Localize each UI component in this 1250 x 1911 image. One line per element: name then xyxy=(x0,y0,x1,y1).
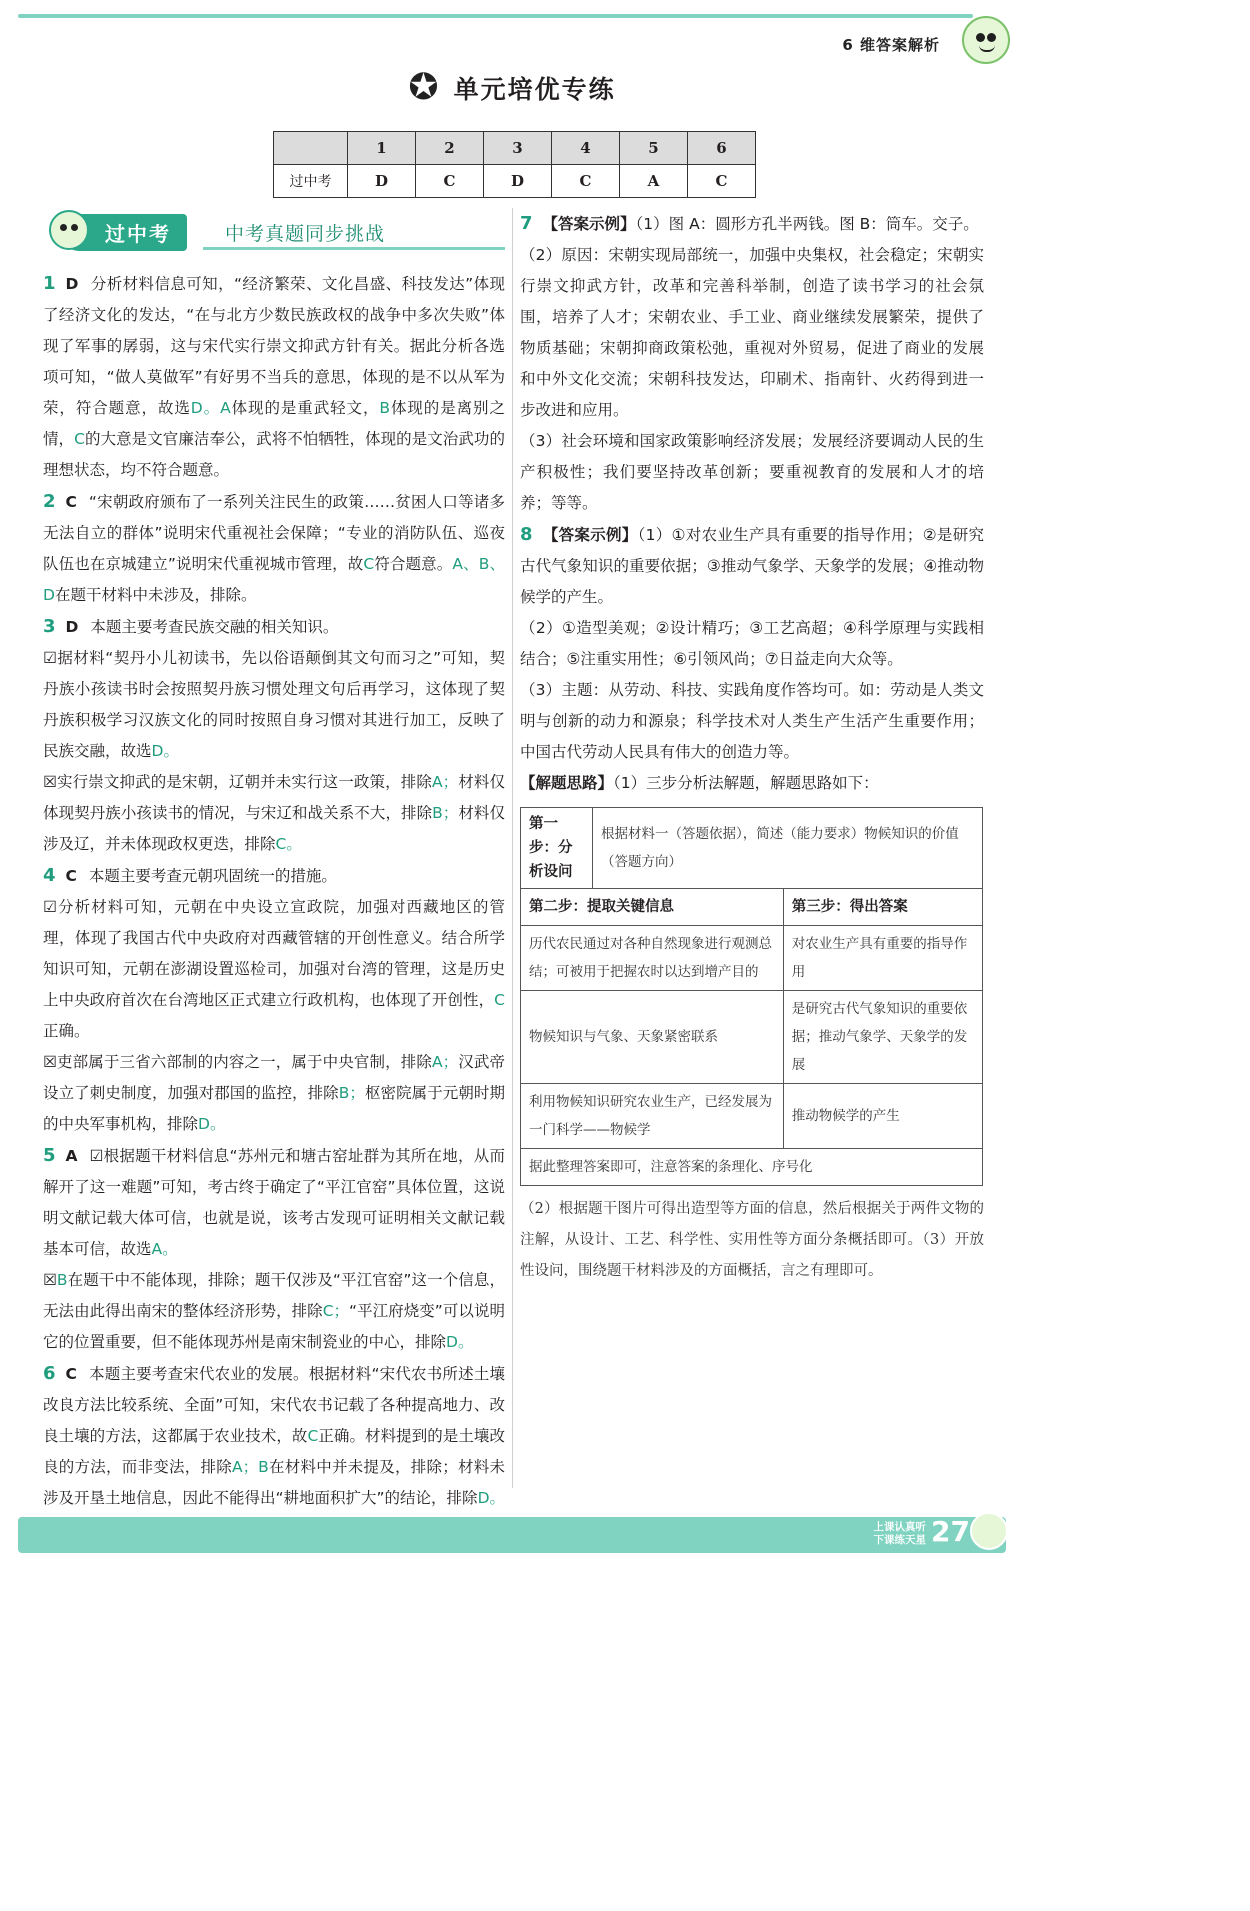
answer-table-corner xyxy=(274,132,348,165)
option-highlight: C xyxy=(494,991,505,1009)
section-subtitle: 中考真题同步挑战 xyxy=(225,223,386,245)
question-7-part-3: （3）社会环境和国家政策影响经济发展；发展经济要调动人民的生产积极性；我们要坚持改革创新；要重视教育的发展和人才的培养；等等。 xyxy=(520,432,984,512)
step1-label: 第一步：分析设问 xyxy=(521,808,593,889)
question-7-part-2: （2）原因：宋朝实现局部统一，加强中央集权，社会稳定；宋朝实行崇文抑武方针，改革和完善科举制，创造了读书学习的社会氛围，培养了人才；宋朝农业、手工业、商业继续发展繁荣，提供了物质基础；宋朝抑商政策松弛，重视对外贸易，促进了商业的发展和中外文化交流；宋朝科技发达，印刷术、指南针、火药得到进一步改进和应用。 xyxy=(520,246,984,419)
option-highlight: B； xyxy=(432,804,459,822)
explanation-text: 汉武帝设立了刺史制度，加强对郡国的监控，排除 xyxy=(43,1053,505,1102)
cross-icon: ☒ xyxy=(43,1271,57,1289)
mascot-icon xyxy=(970,1512,1008,1550)
section-tag: 过中考 xyxy=(61,214,187,251)
explanation-text: 体现的是离别之情， xyxy=(43,399,505,448)
answer-table-num: 1 xyxy=(348,132,416,165)
column-divider xyxy=(512,208,513,1488)
question-number: 6 xyxy=(43,1363,56,1384)
option-highlight: D。 xyxy=(446,1333,474,1351)
option-highlight: A。 xyxy=(151,1240,178,1258)
explanation-text: 本题主要考查宋代农业的发展。根据材料“宋代农书所述土壤改良方法比较系统、全面”可知，宋代农书记载了各种提高地力、改良土壤的方法，这都属于农业技术，故 xyxy=(43,1365,505,1445)
step3-answer: 推动物候学的产生 xyxy=(783,1084,982,1149)
check-icon: ☑ xyxy=(43,649,57,667)
answer-table xyxy=(273,131,756,198)
steps-row xyxy=(521,808,983,889)
top-rule xyxy=(18,14,973,18)
question-8-part-2: （2）①造型美观；②设计精巧；③工艺高超；④科学原理与实践相结合；⑤注重实用性；⑥引领风尚；⑦日益走向大众等。 xyxy=(520,619,984,668)
section-banner xyxy=(43,208,505,254)
question-8-part-3: （3）主题：从劳动、科技、实践角度作答均可。如：劳动是人类文明与创新的动力和源泉；科学技术对人类生产生活产生重要作用；中国古代劳动人民具有伟大的创造力等。 xyxy=(520,681,984,761)
question-number: 8 xyxy=(520,524,533,545)
thinking-text: （1）三步分析法解题，解题思路如下： xyxy=(613,774,879,792)
explanation-text: 实行崇文抑武的是宋朝，辽朝并未实行这一政策，排除 xyxy=(56,773,432,791)
question-number: 1 xyxy=(43,273,56,294)
check-icon: ☑ xyxy=(43,898,57,916)
page-number: 27 xyxy=(931,1515,970,1548)
cross-icon: ☒ xyxy=(43,1053,57,1071)
steps-row xyxy=(521,1084,983,1149)
answer-table-num: 3 xyxy=(484,132,552,165)
question-number: 4 xyxy=(43,865,56,886)
steps-row xyxy=(521,1149,983,1186)
question-7 xyxy=(520,208,984,240)
thinking-label: 【解题思路】 xyxy=(520,774,614,792)
explanation-text: 分析材料信息可知，“经济繁荣、文化昌盛、科技发达”体现了经济文化的发达，“在与北方少数民族政权的战争中多次失败”体现了军事的孱弱，这与宋代实行崇文抑武方针有关。据此分析各选项可知，“做人莫做军”有好男不当兵的意思，体现的是不以从军为荣，符合题意，故选 xyxy=(43,275,505,417)
answer-table-answer: D xyxy=(348,165,416,198)
question-number: 5 xyxy=(43,1145,56,1166)
answer-table-row-label: 过中考 xyxy=(274,165,348,198)
question-8 xyxy=(520,519,984,613)
steps-row xyxy=(521,991,983,1084)
solution-thinking xyxy=(520,768,984,799)
explanation-text: 在题干中不能体现，排除；题干仅涉及“平江官窑”这一个信息，无法由此得出南宋的整体经济形势，排除 xyxy=(43,1271,505,1320)
answer-table-answer: D xyxy=(484,165,552,198)
footer-bar xyxy=(18,1517,1006,1553)
answer-table-answer: A xyxy=(620,165,688,198)
question-2 xyxy=(43,486,505,611)
option-highlight: A； xyxy=(432,1053,459,1071)
step2-info: 历代农民通过对各种自然现象进行观测总结；可被用于把握农时以达到增产目的 xyxy=(521,926,784,991)
question-number: 7 xyxy=(520,213,533,234)
explanation-text: 材料仅涉及辽，并未体现政权更迭，排除 xyxy=(43,804,505,853)
header-label: 6 维答案解析 xyxy=(842,36,940,54)
explanation-text: 吏部属于三省六部制的内容之一，属于中央官制，排除 xyxy=(56,1053,432,1071)
footer-slogan xyxy=(874,1521,927,1547)
answer-table-num: 4 xyxy=(552,132,620,165)
steps-table xyxy=(520,807,983,1186)
option-highlight: A、B、D xyxy=(43,555,505,604)
question-answer: D xyxy=(65,618,79,636)
steps-row xyxy=(521,926,983,991)
star-face-icon: ✪ xyxy=(408,67,439,108)
explanation-text: 分析材料可知，元朝在中央设立宣政院，加强对西藏地区的管理，体现了我国古代中央政府对西藏管辖的开创性意义。结合所学知识可知，元朝在澎湖设置巡检司，加强对台湾的管理，这是历史上中央政府首次在台湾地区正式建立行政机构，也体现了开创性， xyxy=(43,898,505,1009)
explanation-text: 正确。 xyxy=(43,1022,90,1040)
step2-info: 利用物候知识研究农业生产，已经发展为一门科学——物候学 xyxy=(521,1084,784,1149)
question-number: 3 xyxy=(43,616,56,637)
step3-label: 第三步：得出答案 xyxy=(783,889,982,926)
mascot-icon xyxy=(49,210,89,250)
answer-text: （1）①对农业生产具有重要的指导作用；②是研究古代气象知识的重要依据；③推动气象学、天象学的发展；④推动物候学的产生。 xyxy=(520,526,984,606)
option-highlight: B xyxy=(56,1271,68,1289)
step2-label: 第二步：提取关键信息 xyxy=(521,889,784,926)
option-highlight: A；B xyxy=(232,1458,269,1476)
right-column xyxy=(520,208,984,1287)
explanation-text: 体现的是重武轻文， xyxy=(230,399,380,417)
steps-row xyxy=(521,889,983,926)
section-underline xyxy=(203,247,505,250)
answer-text: （1）图 A：圆形方孔半两钱。图 B：筒车。交子。 xyxy=(635,215,979,233)
step3-answer: 是研究古代气象知识的重要依据；推动气象学、天象学的发展 xyxy=(783,991,982,1084)
steps-summary: 据此整理答案即可，注意答案的条理化、序号化 xyxy=(521,1149,983,1186)
footer-slogan-line: 下课练天星 xyxy=(873,1534,926,1546)
answer-table-answer-row xyxy=(274,165,756,198)
answer-table-answer: C xyxy=(688,165,756,198)
question-1 xyxy=(43,268,505,486)
explanation-text: 的大意是文官廉洁奉公，武将不怕牺牲，体现的是文治武功的理想状态，均不符合题意。 xyxy=(43,430,505,479)
option-highlight: B； xyxy=(338,1084,365,1102)
page-title: 单元培优专练 xyxy=(453,75,616,104)
explanation-text: 在材料中并未提及，排除；材料未涉及开垦土地信息，因此不能得出“耕地面积扩大”的结论，排除 xyxy=(43,1458,505,1507)
option-highlight: D。 xyxy=(477,1489,505,1507)
question-answer: D xyxy=(65,275,79,293)
question-answer: C xyxy=(65,1365,77,1383)
answer-example-label: 【答案示例】 xyxy=(542,526,638,544)
explanation-text: 符合题意。 xyxy=(374,555,453,573)
question-4 xyxy=(43,860,505,1140)
explanation-text: 本题主要考查民族交融的相关知识。 xyxy=(90,618,339,636)
question-answer: A xyxy=(65,1147,78,1165)
question-answer: C xyxy=(65,867,77,885)
explanation-text: “平江府烧变”可以说明它的位置重要，但不能体现苏州是南宋制瓷业的中心，排除 xyxy=(43,1302,505,1351)
explanation-text: 在题干材料中未涉及，排除。 xyxy=(54,586,257,604)
mascot-icon xyxy=(962,16,1010,64)
answer-table-header-row xyxy=(274,132,756,165)
answer-table-answer: C xyxy=(552,165,620,198)
explanation-text: 枢密院属于元朝时期的中央军事机构，排除 xyxy=(43,1084,505,1133)
step3-answer: 对农业生产具有重要的指导作用 xyxy=(783,926,982,991)
cross-icon: ☒ xyxy=(43,773,57,791)
question-number: 2 xyxy=(43,491,56,512)
question-answer: C xyxy=(65,493,77,511)
option-highlight: C xyxy=(307,1427,319,1445)
title-block xyxy=(0,67,1024,108)
question-5 xyxy=(43,1140,505,1358)
answer-table-num: 5 xyxy=(620,132,688,165)
explanation-text: “宋朝政府颁布了一系列关注民生的政策……贫困人口等诸多无法自立的群体”说明宋代重视社会保障；“专业的消防队伍、巡夜队伍也在京城建立”说明宋代重视城市管理，故 xyxy=(43,493,505,573)
step2-info: 物候知识与气象、天象紧密联系 xyxy=(521,991,784,1084)
check-icon: ☑ xyxy=(89,1147,104,1165)
explanation-text: 根据题干材料信息“苏州元和塘古窑址群为其所在地，从而解开了这一难题”可知，考古终于确定了“平江官窑”具体位置，这说明文献记载大体可信，也就是说，该考古发现可证明相关文献记载基本可信，故选 xyxy=(43,1147,505,1258)
footer-slogan-line: 上课认真听 xyxy=(873,1521,926,1533)
option-highlight: C xyxy=(74,430,85,448)
left-column xyxy=(43,208,505,1514)
answer-table-answer: C xyxy=(416,165,484,198)
option-highlight: D。 xyxy=(198,1115,226,1133)
question-6 xyxy=(43,1358,505,1514)
option-highlight: C。 xyxy=(275,835,302,853)
explanation-text: 据材料“契丹小儿初读书，先以俗语颠倒其文句而习之”可知，契丹族小孩读书时会按照契丹族习惯处理文句后再学习，这体现了契丹族积极学习汉族文化的同时按照自身习惯对其进行加工，反映了民族交融，故选 xyxy=(43,649,505,760)
step1-text: 根据材料一（答题依据），简述（能力要求）物候知识的价值（答题方向） xyxy=(593,808,983,889)
answer-table-num: 6 xyxy=(688,132,756,165)
answer-example-label: 【答案示例】 xyxy=(542,215,636,233)
option-highlight: A； xyxy=(432,773,459,791)
explanation-text: 材料仅体现契丹族小孩读书的情况，与宋辽和战关系不大，排除 xyxy=(43,773,505,822)
answer-table-num: 2 xyxy=(416,132,484,165)
explanation-text: 本题主要考查元朝巩固统一的措施。 xyxy=(88,867,337,885)
explanation-text: 正确。材料提到的是土壤改良的方法，而非变法，排除 xyxy=(43,1427,505,1476)
option-highlight: C xyxy=(363,555,375,573)
option-highlight: B xyxy=(379,399,391,417)
option-highlight: D。 xyxy=(151,742,179,760)
note-2: （2）根据题干图片可得出造型等方面的信息，然后根据关于两件文物的注解，从设计、工艺、科学性、实用性等方面分条概括即可。（3）开放性设问，围绕题干材料涉及的方面概括，言之有理即可。 xyxy=(520,1201,984,1279)
option-highlight: C； xyxy=(322,1302,350,1320)
option-highlight: D。A xyxy=(190,399,231,417)
question-3 xyxy=(43,611,505,860)
